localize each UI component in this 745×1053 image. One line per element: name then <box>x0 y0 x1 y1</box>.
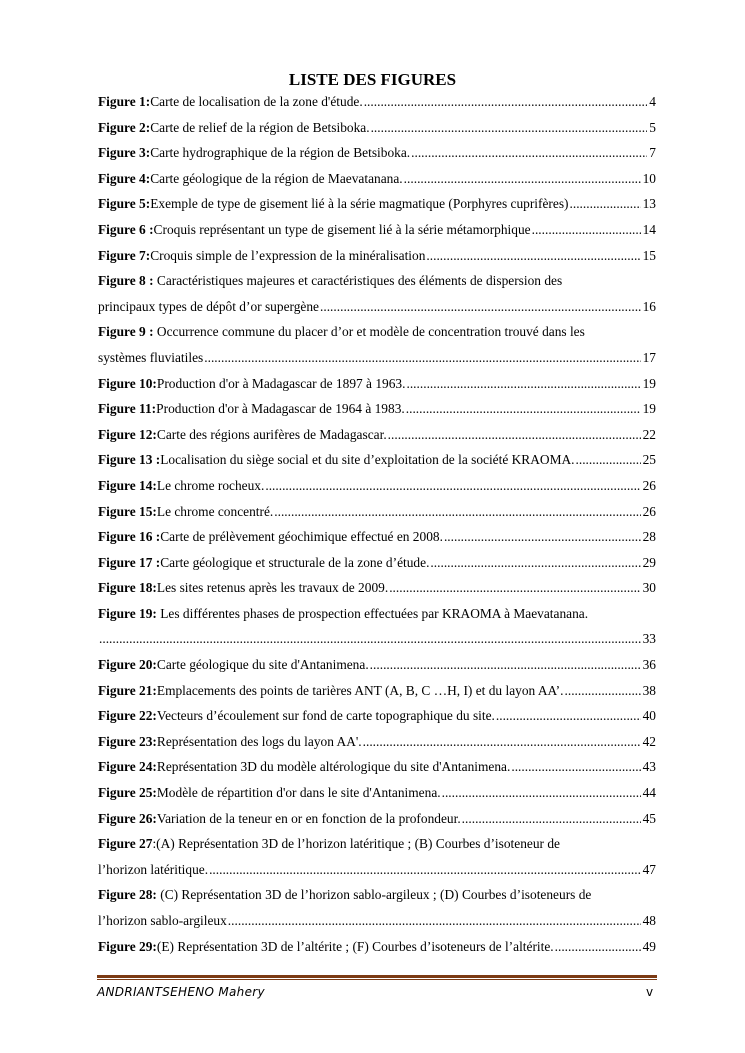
figure-entry[interactable] <box>98 422 656 448</box>
figure-label: Figure 23: <box>98 733 157 749</box>
figure-label: Figure 22: <box>98 708 157 724</box>
figure-label: Figure 1: <box>98 94 151 109</box>
figure-label: Figure 13 : <box>98 452 161 468</box>
figure-label: Figure 11: <box>98 401 157 417</box>
figure-label: Figure 5: <box>98 196 151 212</box>
figure-entry-line2[interactable] <box>98 626 656 652</box>
figure-entry[interactable] <box>98 89 656 115</box>
figure-page-number: 38 <box>642 682 656 698</box>
leader-dots <box>442 780 641 806</box>
leader-dots <box>406 396 641 422</box>
leader-dots <box>555 934 641 960</box>
figure-caption: Le chrome rocheux. <box>156 477 265 493</box>
leader-dots <box>532 217 641 243</box>
figure-page-number: 15 <box>642 247 656 263</box>
leader-dots <box>274 499 640 525</box>
footer-author: ANDRIANTSEHENO Mahery <box>97 985 265 999</box>
figure-caption: Carte de localisation de la zone d'étude. <box>150 94 363 109</box>
figure-entry[interactable] <box>98 140 656 166</box>
figure-entry[interactable] <box>98 729 656 755</box>
figure-caption: (C) Représentation 3D de l’horizon sablo-argileux ; (D) Courbes d’isoteneurs de <box>156 887 592 903</box>
figure-page-number: 44 <box>642 785 656 801</box>
figure-caption: Variation de la teneur en or en fonction de la profondeur. <box>156 810 461 826</box>
leader-dots <box>462 806 641 832</box>
leader-dots <box>209 857 641 883</box>
figure-caption: Carte géologique du site d'Antanimena. <box>156 657 369 673</box>
figure-label: Figure 6 : <box>98 221 154 237</box>
figure-entry[interactable] <box>98 575 656 601</box>
figure-caption: Représentation des logs du layon AA'. <box>156 733 362 749</box>
figure-label: Figure 15: <box>98 503 157 519</box>
leader-dots <box>430 550 640 576</box>
figure-label: Figure 10: <box>98 375 157 391</box>
figure-entry[interactable] <box>98 754 656 780</box>
figure-entry[interactable] <box>98 806 656 832</box>
figure-caption-continued: l’horizon latéritique. <box>98 861 209 877</box>
figure-entry[interactable] <box>98 166 656 192</box>
leader-dots <box>388 422 641 448</box>
leader-dots <box>204 345 640 371</box>
figure-entry-line2[interactable] <box>98 345 656 371</box>
figure-caption: Carte géologique et structurale de la zone d’étude. <box>160 554 430 570</box>
leader-dots <box>404 166 641 192</box>
figure-entry[interactable] <box>98 115 656 141</box>
leader-dots <box>370 652 641 678</box>
figure-entry[interactable] <box>98 499 656 525</box>
figure-entry[interactable] <box>98 396 656 422</box>
figure-entry[interactable] <box>98 524 656 550</box>
figure-entry[interactable] <box>98 243 656 269</box>
figure-label: Figure 14: <box>98 477 157 493</box>
figure-caption: Les sites retenus après les travaux de 2009. <box>156 580 389 596</box>
figure-caption: Carte hydrographique de la région de Betsiboka. <box>150 145 411 161</box>
footer-rule <box>97 975 657 978</box>
figure-caption: Les différentes phases de prospection effectuées par KRAOMA à Maevatanana. <box>156 605 589 621</box>
figure-entry-line1[interactable] <box>98 319 656 345</box>
figure-label: Figure 19: <box>98 605 157 621</box>
figure-caption: Le chrome concentré. <box>156 503 274 519</box>
figure-entry[interactable] <box>98 473 656 499</box>
figure-caption: Production d'or à Madagascar de 1964 à 1983. <box>156 401 405 417</box>
figure-label: Figure 26: <box>98 810 157 826</box>
figure-page-number: 19 <box>642 401 656 417</box>
figure-caption: Carte géologique de la région de Maevatanana. <box>150 170 403 186</box>
figure-entry-line2[interactable] <box>98 857 656 883</box>
figure-label: Figure 17 : <box>98 554 161 570</box>
figure-caption: Vecteurs d’écoulement sur fond de carte topographique du site. <box>156 708 495 724</box>
figure-entry-line1[interactable] <box>98 882 656 908</box>
leader-dots <box>411 140 647 166</box>
leader-dots <box>444 524 641 550</box>
leader-dots <box>511 754 640 780</box>
figure-page-number: 25 <box>642 452 656 468</box>
figure-entry[interactable] <box>98 550 656 576</box>
figure-label: Figure 12: <box>98 426 157 442</box>
figure-caption-continued: l’horizon sablo-argileux <box>98 913 227 928</box>
leader-dots <box>496 703 641 729</box>
figure-label: Figure 18: <box>98 580 157 596</box>
figure-page-number: 17 <box>642 349 656 365</box>
figure-label: Figure 27 <box>98 836 153 852</box>
figure-label: Figure 20: <box>98 657 157 673</box>
figure-label: Figure 8 : <box>98 273 154 289</box>
leader-dots <box>265 473 640 499</box>
figure-entry[interactable] <box>98 447 656 473</box>
figure-caption: Localisation du siège social et du site d’exploitation de la société KRAOMA. <box>160 452 575 468</box>
figure-page-number: 4 <box>649 94 656 109</box>
figure-caption: Représentation 3D du modèle altérologique du site d'Antanimena. <box>156 759 511 775</box>
figure-page-number: 48 <box>642 913 656 928</box>
figure-caption: Carte de relief de la région de Betsiboka. <box>150 119 370 135</box>
leader-dots <box>371 115 648 141</box>
figure-caption: Caractéristiques majeures et caractéristiques des éléments de dispersion des <box>153 273 563 289</box>
figure-page-number: 7 <box>649 145 656 161</box>
figure-label: Figure 9 : <box>98 324 154 340</box>
figure-caption: Carte des régions aurifères de Madagascar. <box>156 426 387 442</box>
figure-page-number: 16 <box>642 298 656 314</box>
leader-dots <box>565 678 641 704</box>
leader-dots <box>228 908 641 934</box>
figure-entry-line2[interactable] <box>98 294 656 320</box>
figure-entry[interactable] <box>98 678 656 704</box>
figure-caption: Occurrence commune du placer d’or et modèle de concentration trouvé dans les <box>153 324 585 340</box>
figure-entry-line1[interactable] <box>98 268 656 294</box>
figure-entry[interactable] <box>98 934 656 960</box>
leader-dots <box>364 89 648 115</box>
figure-page-number: 26 <box>642 477 656 493</box>
figure-caption: Carte de prélèvement géochimique effectué en 2008. <box>160 529 443 545</box>
figure-label: Figure 3: <box>98 145 151 161</box>
leader-dots <box>570 191 641 217</box>
leader-dots <box>389 575 640 601</box>
figure-page-number: 10 <box>642 170 656 186</box>
figure-label: Figure 25: <box>98 785 157 801</box>
figure-page-number: 45 <box>642 810 656 826</box>
figure-page-number: 49 <box>642 938 656 954</box>
footer-page-number: v <box>646 985 654 999</box>
leader-dots <box>320 294 641 320</box>
figure-entry[interactable] <box>98 780 656 806</box>
figure-label: Figure 4: <box>98 170 151 186</box>
figure-entry-line2[interactable] <box>98 908 656 934</box>
figure-caption-continued: principaux types de dépôt d’or supergène <box>98 298 320 314</box>
figure-page-number: 29 <box>642 554 656 570</box>
figure-page-number: 26 <box>642 503 656 519</box>
figure-entry-line1[interactable] <box>98 601 656 627</box>
figure-page-number: 33 <box>642 631 656 647</box>
figure-label: Figure 29: <box>98 938 157 954</box>
figure-caption: Modèle de répartition d'or dans le site d'Antanimena. <box>156 785 441 801</box>
figure-page-number: 47 <box>642 861 656 877</box>
figure-label: Figure 2: <box>98 119 151 135</box>
figure-label: Figure 28: <box>98 887 157 903</box>
figure-caption: Exemple de type de gisement lié à la série magmatique (Porphyres cuprifères) <box>150 196 569 212</box>
leader-dots <box>406 371 640 397</box>
figure-page-number: 19 <box>642 375 656 391</box>
figure-page-number: 30 <box>642 580 656 596</box>
figure-page-number: 22 <box>642 426 656 442</box>
figure-label: Figure 21: <box>98 682 157 698</box>
figure-entry[interactable] <box>98 652 656 678</box>
figure-page-number: 13 <box>642 196 656 212</box>
figure-page-number: 40 <box>642 708 656 724</box>
figure-page-number: 42 <box>642 733 656 749</box>
footer-rule-thin <box>97 979 657 980</box>
figure-label: Figure 24: <box>98 759 157 775</box>
figure-entry[interactable] <box>98 371 656 397</box>
figure-list <box>98 89 656 959</box>
figure-label: Figure 7: <box>98 247 151 263</box>
figure-entry[interactable] <box>98 703 656 729</box>
page-title: LISTE DES FIGURES <box>288 70 457 89</box>
leader-dots <box>426 243 640 269</box>
figure-caption: (E) Représentation 3D de l’altérite ; (F) Courbes d’isoteneurs de l’altérite. <box>156 938 554 954</box>
figure-page-number: 5 <box>649 119 656 135</box>
figure-caption: Croquis simple de l’expression de la minéralisation <box>150 247 426 263</box>
figure-entry[interactable] <box>98 191 656 217</box>
leader-dots <box>576 447 641 473</box>
figure-page-number: 36 <box>642 657 656 673</box>
figure-caption-continued: systèmes fluviatiles <box>98 349 204 365</box>
figure-page-number: 43 <box>642 759 656 775</box>
figure-entry[interactable] <box>98 217 656 243</box>
figure-caption: :(A) Représentation 3D de l’horizon latéritique ; (B) Courbes d’isoteneur de <box>152 836 560 852</box>
figure-caption: Emplacements des points de tarières ANT (A, B, C …H, I) et du layon AA’. <box>156 682 564 698</box>
figure-entry-line1[interactable] <box>98 831 656 857</box>
figure-label: Figure 16 : <box>98 529 161 545</box>
leader-dots <box>363 729 641 755</box>
figure-caption: Croquis représentant un type de gisement lié à la série métamorphique <box>153 221 531 237</box>
figure-caption: Production d'or à Madagascar de 1897 à 1963. <box>156 375 406 391</box>
leader-dots <box>99 626 641 652</box>
figure-page-number: 28 <box>642 529 656 545</box>
figure-page-number: 14 <box>642 221 656 237</box>
